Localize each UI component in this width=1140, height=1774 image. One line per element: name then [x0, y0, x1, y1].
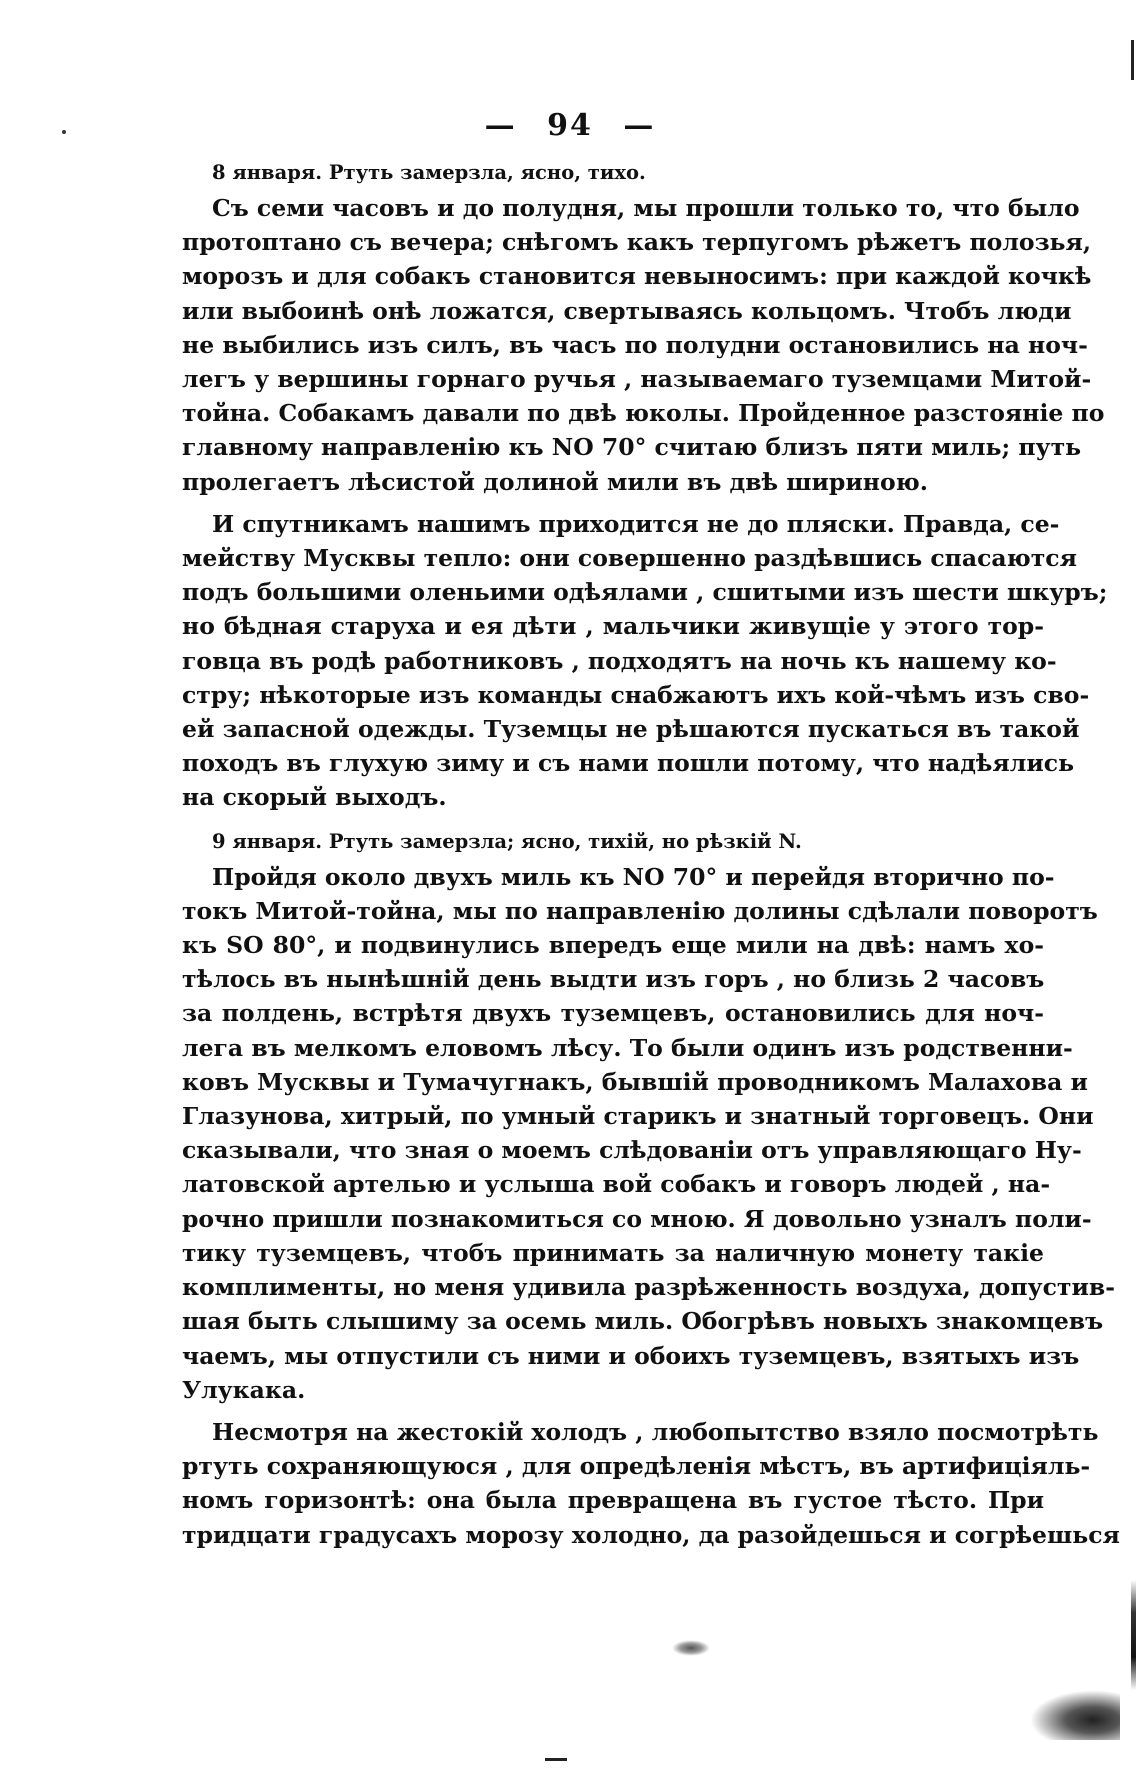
scan-smudge [672, 1640, 710, 1656]
text-line: походъ въ глухую зиму и съ нами пошли потому, что надѣялись [182, 749, 1075, 778]
text-line: латовской артелью и услыша вой собакъ и говоръ людей , на- [182, 1170, 1051, 1199]
text-line: ей запасной одежды. Туземцы не рѣшаются пускаться въ такой [182, 715, 1080, 744]
text-line: говца въ родѣ работниковъ , подходятъ на ночь къ нашему ко- [182, 646, 1057, 675]
paragraph [182, 1415, 1120, 1552]
entry-date-heading: 9 января. Ртуть замерзла; ясно, тихій, но рѣзкій N. [212, 829, 802, 853]
text-line: Съ семи часовъ и до полудня, мы прошли только то, что было [212, 194, 1080, 222]
text-line: тридцати градусахъ морозу холодно, да разойдешься и согрѣешься [182, 1520, 1120, 1549]
text-line: но бѣдная старуха и ея дѣти , мальчики живущіе у этого тор- [182, 612, 1044, 641]
page-number: 94 [547, 108, 593, 143]
text-line: морозъ и для собакъ становится невыносимъ: при каждой кочкѣ [182, 262, 1092, 291]
text-line: или выбоинѣ онѣ ложатся, свертываясь кольцомъ. Чтобъ люди [182, 296, 1072, 325]
text-line: чаемъ, мы отпустили съ ними и обоихъ туземцевъ, взятыхъ изъ [182, 1341, 1080, 1370]
text-line: Глазунова, хитрый, по умный старикъ и знатный торговецъ. Они [182, 1102, 1094, 1131]
text-line: номъ горизонтѣ: она была превращена въ густое тѣсто. При [182, 1486, 1044, 1515]
text-line: ртуть сохраняющуюся , для опредѣленія мѣстъ, въ артифиціяль- [182, 1452, 1091, 1481]
text-line: Улукака. [182, 1375, 306, 1404]
text-line: токъ Митой-тойна, мы по направленію долины сдѣлали поворотъ [182, 896, 1098, 925]
entry-date-heading: 8 января. Ртуть замерзла, ясно, тихо. [212, 161, 646, 184]
text-line: подъ большими оленьими одѣялами , сшитыми изъ шести шкуръ; [182, 578, 1108, 607]
text-line: И спутникамъ нашимъ приходится не до пляски. Правда, се- [212, 509, 1060, 538]
text-line: на скорый выходъ. [182, 783, 447, 812]
paragraph [182, 191, 1105, 499]
scan-edge-mark [1131, 40, 1134, 80]
text-line: главному направленію къ NO 70° считаю близъ пяти миль; путь [182, 433, 1082, 462]
text-line: тику туземцевъ, чтобъ принимать за наличную монету такіе [182, 1238, 1044, 1267]
text-line: мейству Мусквы тепло: они совершенно раздѣвшись спасаются [182, 544, 1077, 573]
text-line: ковъ Мусквы и Тумачугнакъ, бывшій проводникомъ Малахова и [182, 1067, 1088, 1096]
text-line: Пройдя около двухъ миль къ NO 70° и перейдя вторично по- [212, 862, 1055, 891]
text-line: комплименты, но меня удивила разрѣженность воздуха, допустив- [182, 1273, 1115, 1302]
page-body [182, 158, 1120, 1552]
text-line: пролегаетъ лѣсистой долиной мили въ двѣ шириною. [182, 467, 928, 496]
scan-edge-shadow [1131, 1580, 1136, 1690]
text-line: сказывали, что зная о моемъ слѣдованіи отъ управляющаго Ну- [182, 1136, 1082, 1165]
scan-corner-smudge [1030, 1690, 1120, 1740]
text-line: тойна. Собакамъ давали по двѣ юколы. Пройденное разстояніе по [182, 399, 1105, 428]
paragraph [182, 507, 1108, 815]
text-line: лега въ мелкомъ еловомъ лѣсу. То были одинъ изъ родственни- [182, 1033, 1073, 1062]
header-dash-right: — [623, 108, 656, 143]
text-line: за полдень, встрѣтя двухъ туземцевъ, остановились для ноч- [182, 999, 1044, 1028]
text-line: легъ у вершины горнаго ручья , называемаго туземцами Митой- [182, 365, 1092, 394]
paragraph [182, 860, 1115, 1407]
text-line: шая быть слышиму за осемь миль. Обогрѣвъ новыхъ знакомцевъ [182, 1307, 1104, 1336]
text-line: къ SO 80°, и подвинулись впередъ еще мили на двѣ: намъ хо- [182, 931, 1044, 960]
text-line: рочно пришли познакомиться со мною. Я довольно узналъ поли- [182, 1204, 1092, 1233]
text-line: протоптано съ вечера; снѣгомъ какъ терпугомъ рѣжетъ полозья, [182, 228, 1092, 257]
header-dash-left: — [484, 108, 517, 143]
text-line: тѣлось въ нынѣшній день выдти изъ горъ , но близь 2 часовъ [182, 965, 1045, 994]
text-line: не выбились изъ силъ, въ часъ по полудни остановились на ноч- [182, 330, 1088, 359]
scan-dash-mark [545, 1758, 567, 1761]
text-line: Несмотря на жестокій холодъ , любопытство взяло посмотрѣть [212, 1417, 1099, 1446]
text-line: стру; нѣкоторые изъ команды снабжаютъ ихъ кой-чѣмъ изъ сво- [182, 680, 1090, 709]
page-header [0, 108, 1140, 143]
